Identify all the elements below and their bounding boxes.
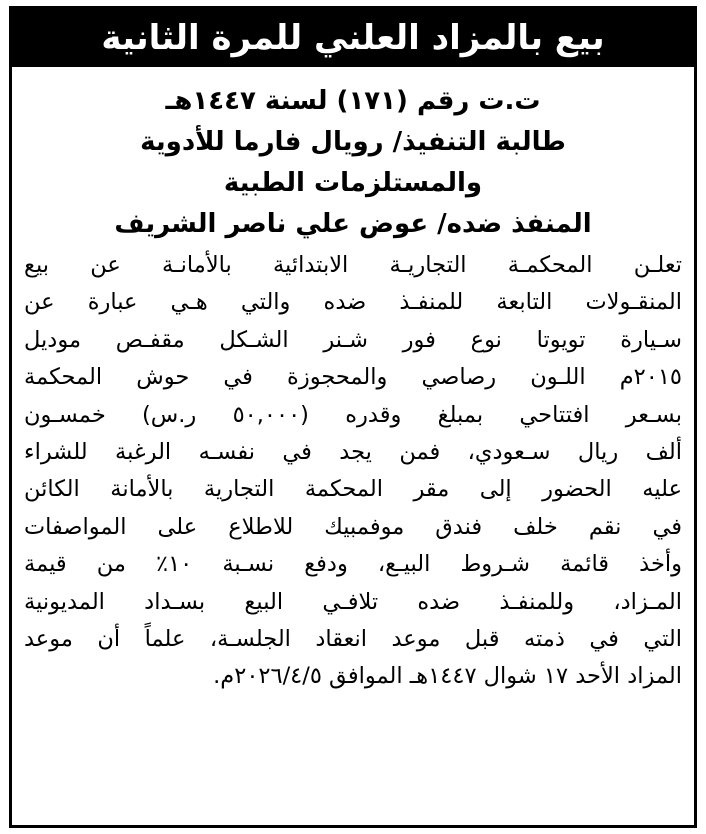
body-line: المـزاد، وللمنفـذ ضده تلافـي البيع بسـداد المديونية: [24, 588, 682, 615]
body-line: وأخذ قائمة شـروط البيـع، ودفع نسـبة ١٠٪ من قيمة: [24, 551, 682, 578]
notice-header-block: [12, 67, 694, 245]
body-line: تعلـن المحكمـة التجاريـة الابتدائية بالأمانـة عن بيع: [24, 252, 682, 278]
body-line: ٢٠١٥م اللـون رصاصي والمحجوزة في حوش المحكمة: [24, 364, 682, 391]
notice-title-bar: [12, 9, 694, 67]
body-line: بسـعر افتتاحي بمبلغ وقدره (٥٠,٠٠٠ ر.س) خمسـون: [24, 401, 682, 428]
notice-body: [12, 245, 694, 696]
body-line: التي في ذمته قبل موعد انعقاد الجلسـة، علماً أن موعد: [24, 626, 682, 653]
auction-notice: [9, 6, 697, 828]
case-number: ت.ت رقم (١٧١) لسنة ١٤٤٧هـ: [165, 86, 541, 116]
body-line: سـيارة تويوتا نوع فور شـنر الشـكل مقفـص موديل: [24, 326, 682, 353]
applicant-line-1: طالبة التنفيذ/ رويال فارما للأدوية: [140, 127, 566, 157]
body-line: عليه الحضور إلى مقر المحكمة التجارية بالأمانة الكائن: [24, 476, 682, 503]
body-line: في نقم خلف فندق موفمبيك للاطلاع على المواصفات: [24, 513, 682, 540]
applicant-line-2: والمستلزمات الطبية: [223, 168, 483, 198]
notice-title: بيع بالمزاد العلني للمرة الثانية: [101, 18, 605, 58]
body-line: المزاد الأحد ١٧ شوال ١٤٤٧هـ الموافق ٢٠٢٦/٤/٥م.: [213, 663, 682, 690]
defendant-line: المنفذ ضده/ عوض علي ناصر الشريف: [114, 209, 592, 239]
body-line: ألف ريال سـعودي، فمن يجد في نفسـه الرغبة للشراء: [24, 439, 682, 466]
body-line: المنقـولات التابعة للمنفـذ ضده والتي هـي عبارة عن: [24, 289, 682, 316]
